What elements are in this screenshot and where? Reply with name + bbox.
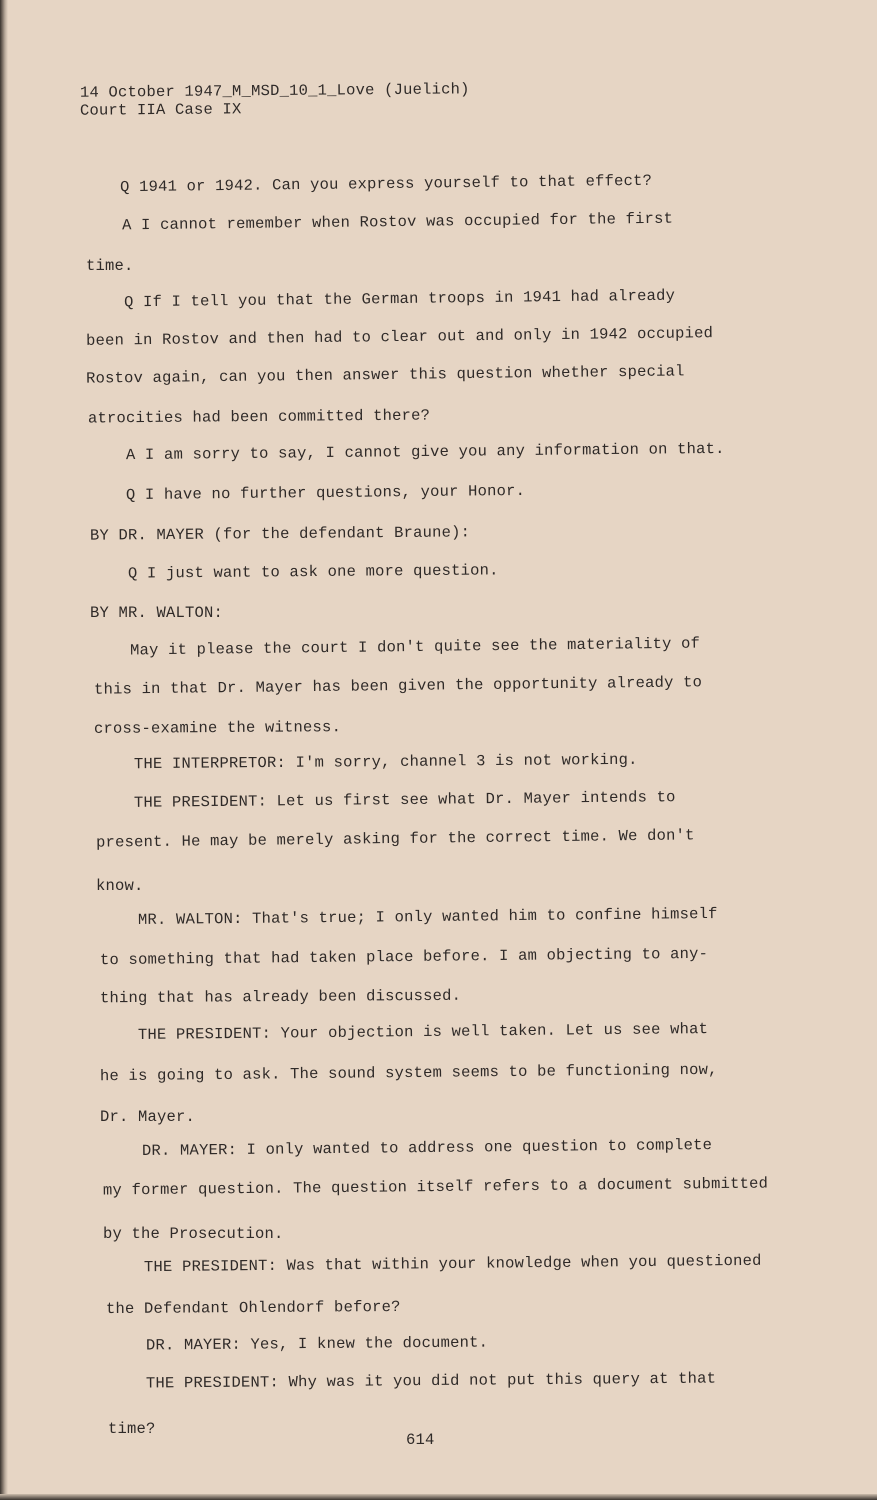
speaker-line: BY MR. WALTON: [90,604,224,622]
page-number: 614 [406,1431,435,1449]
transcript-line: thing that has already been discussed. [99,986,462,1008]
header-date-reference: 14 October 1947_M_MSD_10_1_Love (Juelich) [79,80,470,102]
transcript-line: Q 1941 or 1942. Can you express yourself to that effect? [119,171,653,197]
transcript-line: by the Prosecution. [103,1225,284,1243]
transcript-line: time? [108,1420,156,1438]
transcript-line: THE PRESIDENT: Your objection is well taken. Let us see what [137,1020,709,1044]
transcript-line: present. He may be merely asking for the correct time. We don't [95,826,695,852]
transcript-line: May it please the court I don't quite see the materiality of [129,634,701,660]
transcript-line: Q If I tell you that the German troops in 1941 had already [123,286,676,312]
transcript-line: THE INTERPRETOR: I'm sorry, channel 3 is not working. [133,750,638,774]
transcript-line: time. [86,257,134,275]
transcript-line: this in that Dr. Mayer has been given the opportunity already to [93,673,703,699]
transcript-line: A I cannot remember when Rostov was occupied for the first [121,209,674,235]
transcript-line: know. [96,877,144,895]
transcript-line: THE PRESIDENT: Was that within your knowledge when you questioned [143,1251,762,1277]
transcript-line: been in Rostov and then had to clear out and only in 1942 occupied [85,324,714,350]
transcript-line: my former question. The question itself refers to a document submitted [102,1174,769,1200]
transcript-line: Rostov again, can you then answer this question whether special [85,362,685,388]
transcript-line: to something that had taken place before. I am objecting to any- [99,944,709,970]
transcript-line: he is going to ask. The sound system seems to be functioning now, [99,1060,718,1086]
speaker-line: BY DR. MAYER (for the defendant Braune): [89,523,471,545]
transcript-line: THE PRESIDENT: Why was it you did not put this query at that [145,1369,717,1393]
transcript-line: Dr. Mayer. [100,1108,196,1126]
transcript-line: DR. MAYER: I only wanted to address one question to complete [141,1136,713,1160]
transcript-line: Q I just want to ask one more question. [127,561,499,583]
transcript-line: cross-examine the witness. [93,718,342,738]
page-edge-bottom [0,1494,877,1500]
transcript-line: THE PRESIDENT: Let us first see what Dr. Mayer intends to [133,788,676,812]
header-court-case: Court IIA Case IX [79,100,242,120]
transcript-line: the Defendant Ohlendorf before? [105,1297,401,1319]
transcript-line: Q I have no further questions, your Honor. [125,481,526,505]
transcript-line: A I am sorry to say, I cannot give you any information on that. [125,439,725,465]
page-edge-left [0,0,8,1500]
transcript-line: atrocities had been committed there? [87,406,431,428]
transcript-line: MR. WALTON: That's true; I only wanted him to confine himself [137,904,718,930]
transcript-line: DR. MAYER: Yes, I knew the document. [145,1333,489,1355]
